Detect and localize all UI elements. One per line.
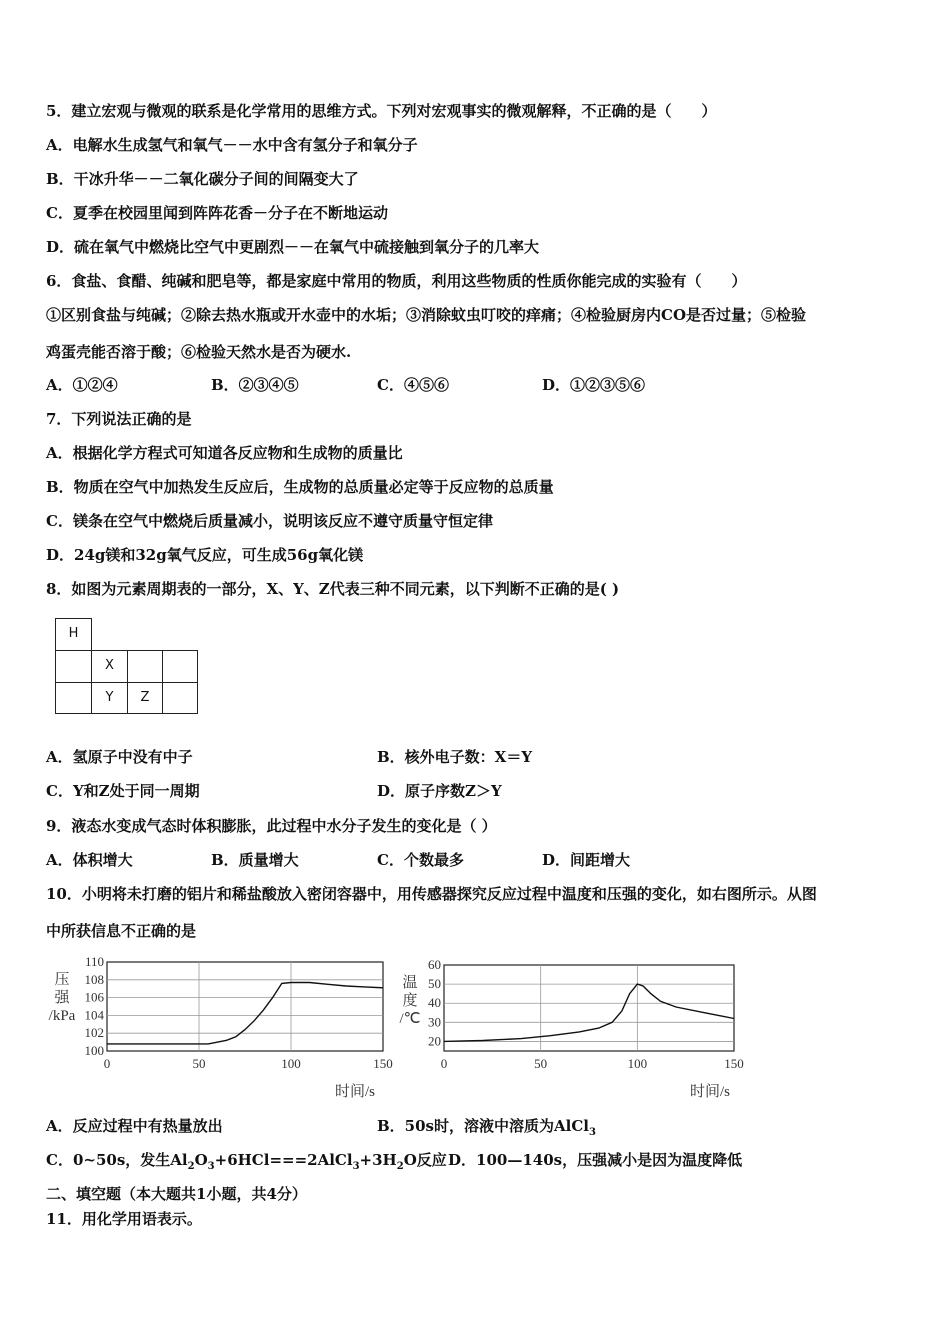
q5-option-b: B．干冰升华－－二氧化碳分子间的间隔变大了 xyxy=(46,170,359,188)
y-tick-label: 102 xyxy=(84,1025,104,1041)
q6-body-line1: ①区别食盐与纯碱；②除去热水瓶或开水壶中的水垢；③消除蚊虫叮咬的痒痛；④检验厨房内CO是否过量；⑤检验 xyxy=(46,306,807,324)
q8-option-a: A．氢原子中没有中子 xyxy=(46,748,193,766)
x-tick-label: 50 xyxy=(534,1056,548,1071)
q7-option-d: D．24g镁和32g氧气反应，可生成56g氧化镁 xyxy=(46,546,364,564)
y-axis-label: 强 xyxy=(54,990,70,1006)
y-tick-label: 108 xyxy=(84,971,104,987)
x-axis-label: 时间/s xyxy=(334,1084,376,1100)
y-tick-label: 110 xyxy=(84,954,104,969)
q7-option-b: B．物质在空气中加热发生反应后，生成物的总质量必定等于反应物的总质量 xyxy=(46,478,554,496)
subscript: 2 xyxy=(396,1161,404,1172)
q6-option-d: D．①②③⑤⑥ xyxy=(542,376,646,394)
q6-stem: 6．食盐、食醋、纯碱和肥皂等，都是家庭中常用的物质，利用这些物质的性质你能完成的实验有（ ） xyxy=(46,272,747,290)
table-cell-h: H xyxy=(55,618,92,651)
q7-stem: 7．下列说法正确的是 xyxy=(46,410,192,428)
q6-option-c: C．④⑤⑥ xyxy=(377,376,449,394)
x-tick-label: 150 xyxy=(373,1056,393,1071)
section-heading: 二、填空题（本大题共1小题，共4分） xyxy=(46,1185,307,1203)
pressure-chart xyxy=(40,952,393,1112)
x-tick-label: 50 xyxy=(192,1056,206,1071)
table-cell-empty xyxy=(162,650,198,683)
y-axis-label: 压 xyxy=(54,972,70,988)
q9-option-d: D．间距增大 xyxy=(542,851,631,869)
q10-option-a: A．反应过程中有热量放出 xyxy=(46,1117,223,1135)
x-tick-label: 150 xyxy=(724,1056,744,1071)
text-part: +6HCl===2AlCl xyxy=(214,1151,353,1169)
q8-stem: 8．如图为元素周期表的一部分，X、Y、Z代表三种不同元素，以下判断不正确的是( ) xyxy=(46,580,620,598)
table-cell-y: Y xyxy=(91,682,128,714)
y-axis-label: /kPa xyxy=(48,1008,76,1024)
y-tick-label: 50 xyxy=(428,976,441,992)
text-part: +3H xyxy=(359,1151,397,1169)
q6-body-line2: 鸡蛋壳能否溶于酸；⑥检验天然水是否为硬水. xyxy=(46,343,352,361)
q9-option-a: A．体积增大 xyxy=(46,851,133,869)
q9-option-c: C．个数最多 xyxy=(377,851,464,869)
x-tick-label: 100 xyxy=(281,1056,301,1071)
text-part: C．0~50s，发生Al xyxy=(46,1151,188,1169)
text-part: O反应 xyxy=(403,1151,447,1169)
q6-option-b: B．②③④⑤ xyxy=(211,376,299,394)
q8-option-d: D．原子序数Z＞Y xyxy=(377,782,502,800)
q10-option-c xyxy=(46,1150,447,1177)
y-tick-label: 40 xyxy=(428,995,441,1011)
subscript: 3 xyxy=(207,1161,215,1172)
x-axis-label: 时间/s xyxy=(689,1084,731,1100)
q7-option-a: A．根据化学方程式可知道各反应物和生成物的质量比 xyxy=(46,444,403,462)
table-cell-x: X xyxy=(91,650,128,683)
text-part: O xyxy=(194,1151,208,1169)
q5-stem: 5．建立宏观与微观的联系是化学常用的思维方式。下列对宏观事实的微观解释，不正确的是（ ） xyxy=(46,102,717,120)
table-cell-empty xyxy=(55,650,92,683)
q10-stem-line2: 中所获信息不正确的是 xyxy=(46,922,197,940)
q10-option-b-text: B．50s时，溶液中溶质为AlCl xyxy=(377,1117,589,1135)
x-tick-label: 100 xyxy=(627,1056,648,1071)
table-cell-empty xyxy=(162,682,198,714)
plot-frame xyxy=(107,962,383,1051)
y-tick-label: 30 xyxy=(428,1014,441,1030)
subscript: 3 xyxy=(588,1127,596,1138)
temperature-chart xyxy=(392,952,752,1112)
table-cell-empty xyxy=(55,682,92,714)
y-axis-label: 温 xyxy=(402,975,418,991)
subscript: 3 xyxy=(352,1161,360,1172)
q8-option-c: C．Y和Z处于同一周期 xyxy=(46,782,200,800)
y-tick-label: 20 xyxy=(428,1033,441,1049)
subscript: 2 xyxy=(187,1161,195,1172)
y-axis-label: 度 xyxy=(402,993,418,1009)
y-tick-label: 106 xyxy=(84,989,104,1005)
table-cell-z: Z xyxy=(127,682,163,714)
table-cell-empty xyxy=(127,650,163,683)
y-tick-label: 104 xyxy=(84,1007,104,1023)
q5-option-c: C．夏季在校园里闻到阵阵花香－分子在不断地运动 xyxy=(46,204,388,222)
series-line xyxy=(107,983,383,1044)
q7-option-c: C．镁条在空气中燃烧后质量减小，说明该反应不遵守质量守恒定律 xyxy=(46,512,493,530)
q5-option-a: A．电解水生成氢气和氧气－－水中含有氢分子和氧分子 xyxy=(46,136,418,154)
q10-stem-line1: 10．小明将未打磨的铝片和稀盐酸放入密闭容器中，用传感器探究反应过程中温度和压强的变化，如右图所示。从图 xyxy=(46,885,817,903)
q10-option-d: D．100—140s，压强减小是因为温度降低 xyxy=(448,1151,743,1169)
plot-frame xyxy=(444,965,734,1051)
x-tick-label: 0 xyxy=(103,1056,111,1071)
q11-stem: 11．用化学用语表示。 xyxy=(46,1210,202,1228)
q5-option-d: D．硫在氧气中燃烧比空气中更剧烈－－在氧气中硫接触到氧分子的几率大 xyxy=(46,238,540,256)
x-tick-label: 0 xyxy=(440,1056,448,1071)
q9-stem: 9．液态水变成气态时体积膨胀，此过程中水分子发生的变化是（ ） xyxy=(46,817,497,835)
y-tick-label: 100 xyxy=(84,1043,104,1058)
y-tick-label: 60 xyxy=(428,957,441,972)
q8-option-b: B．核外电子数：X＝Y xyxy=(377,748,533,766)
q10-option-b xyxy=(377,1116,596,1143)
q9-option-b: B．质量增大 xyxy=(211,851,299,869)
y-axis-label: /℃ xyxy=(399,1011,421,1027)
series-line xyxy=(444,984,734,1041)
q6-option-a: A．①②④ xyxy=(46,376,118,394)
